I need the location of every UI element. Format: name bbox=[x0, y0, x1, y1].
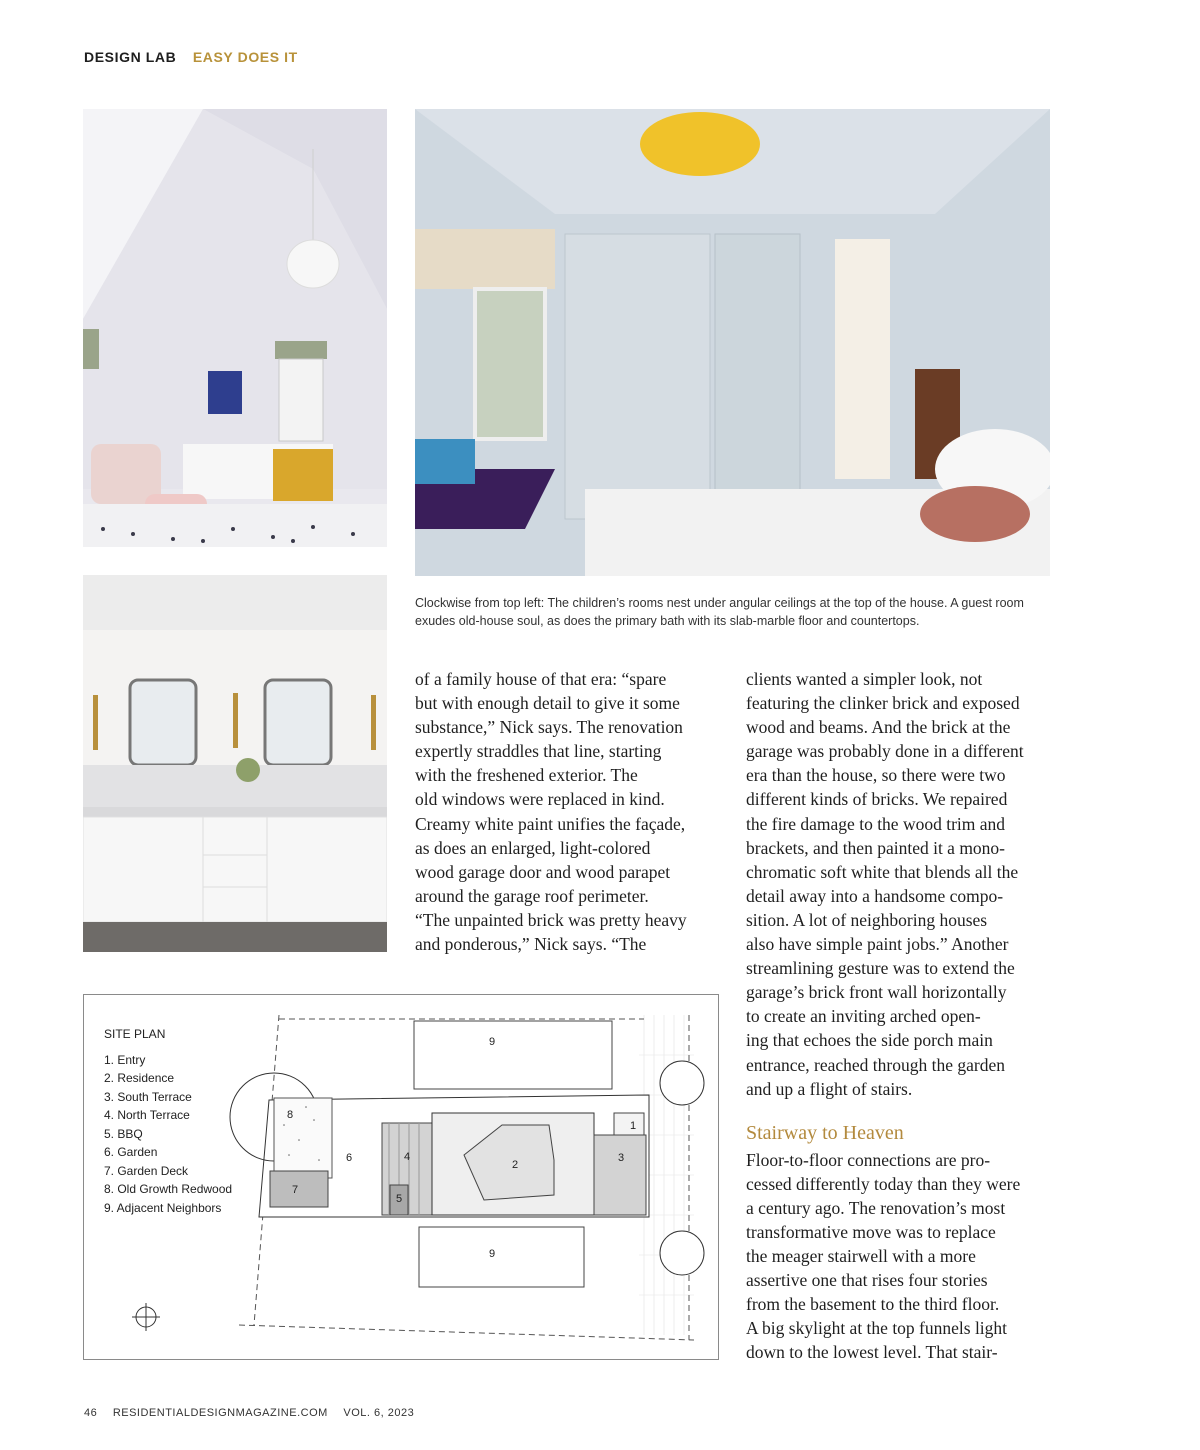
adjacent-neighbor-north bbox=[414, 1021, 612, 1089]
legend-item: 8. Old Growth Redwood bbox=[104, 1182, 233, 1196]
adjacent-neighbor-south bbox=[419, 1227, 584, 1287]
body-text-line: “The unpainted brick was pretty heavy bbox=[415, 909, 687, 930]
body-text-line: garage was probably done in a different bbox=[746, 741, 1024, 762]
map-label-4: 4 bbox=[404, 1151, 411, 1163]
body-text-line: substance,” Nick says. The renovation bbox=[415, 717, 683, 738]
garden-deck bbox=[270, 1171, 328, 1207]
body-text-line: the meager stairwell with a more bbox=[746, 1246, 976, 1267]
body-text-line: different kinds of bricks. We repaired bbox=[746, 789, 1008, 810]
body-text-line: detail away into a handsome compo- bbox=[746, 885, 1004, 906]
body-text-line: to create an inviting arched open- bbox=[746, 1006, 981, 1027]
body-text-line: of a family house of that era: “spare bbox=[415, 669, 667, 689]
photo-guest-room bbox=[415, 109, 1050, 576]
body-column-right bbox=[746, 667, 1056, 1365]
map-label-7: 7 bbox=[292, 1184, 299, 1196]
body-text-line: cessed differently today than they were bbox=[746, 1173, 1021, 1194]
entry bbox=[614, 1113, 644, 1135]
body-text-line: and up a flight of stairs. bbox=[746, 1078, 913, 1099]
map-label-1: 1 bbox=[630, 1120, 637, 1132]
body-text-line: wood garage door and wood parapet bbox=[415, 861, 671, 882]
body-text-line: era than the house, so there were two bbox=[746, 765, 1006, 786]
legend-item: 9. Adjacent Neighbors bbox=[104, 1200, 222, 1215]
legend-item: 3. South Terrace bbox=[104, 1089, 192, 1104]
body-text-line: expertly straddles that line, starting bbox=[415, 741, 662, 762]
body-text-line: clients wanted a simpler look, not bbox=[746, 669, 983, 689]
site-plan bbox=[83, 994, 719, 1360]
body-text-line: A big skylight at the top funnels light bbox=[746, 1318, 1008, 1339]
south-terrace bbox=[594, 1135, 646, 1215]
photo-caption: Clockwise from top left: The children’s rooms nest under angular ceilings at the top of the house. A guest room exudes old-house soul, as does the primary bath with its slab-marble floor and countertops. bbox=[415, 596, 1024, 628]
legend-item: 7. Garden Deck bbox=[104, 1163, 189, 1178]
body-text-line: brackets, and then painted it a mono- bbox=[746, 837, 1006, 858]
body-text-line: as does an enlarged, light-colored bbox=[415, 837, 651, 858]
legend-item: 4. North Terrace bbox=[104, 1108, 190, 1122]
body-text-line: Creamy white paint unifies the façade, bbox=[415, 813, 686, 834]
body-text-line: from the basement to the third floor. bbox=[746, 1294, 1000, 1315]
body-text-line: entrance, reached through the garden bbox=[746, 1054, 1005, 1075]
legend-item: 2. Residence bbox=[104, 1071, 175, 1085]
body-text-line: garage’s brick front wall horizontally bbox=[746, 982, 1007, 1003]
body-text-line: transformative move was to replace bbox=[746, 1221, 996, 1242]
body-text-line: a century ago. The renovation’s most bbox=[746, 1197, 1006, 1218]
page-header bbox=[84, 49, 298, 65]
site-plan-drawing bbox=[84, 995, 718, 1359]
body-column-left bbox=[415, 667, 720, 956]
issue-label: VOL. 6, 2023 bbox=[343, 1407, 415, 1419]
map-label-6: 6 bbox=[346, 1152, 353, 1164]
photo-primary-bath bbox=[83, 575, 387, 952]
body-text-line: and ponderous,” Nick says. “The bbox=[415, 934, 647, 955]
body-text-line: but with enough detail to give it some bbox=[415, 693, 680, 714]
legend-item: 6. Garden bbox=[104, 1145, 158, 1159]
body-text-line: wood and beams. And the brick at the bbox=[746, 717, 1011, 738]
map-label-9b: 9 bbox=[489, 1248, 496, 1260]
body-text-line: sition. A lot of neighboring houses bbox=[746, 909, 988, 930]
body-text-line: with the freshened exterior. The bbox=[415, 765, 638, 786]
kicker-label: EASY DOES IT bbox=[192, 49, 298, 65]
legend-item: 5. BBQ bbox=[104, 1126, 143, 1141]
map-label-3: 3 bbox=[618, 1152, 625, 1164]
map-label-2: 2 bbox=[512, 1159, 519, 1171]
north-arrow-icon bbox=[132, 1303, 160, 1331]
site-plan-title: SITE PLAN bbox=[104, 1027, 166, 1041]
body-text-line: around the garage roof perimeter. bbox=[415, 885, 649, 906]
map-label-9a: 9 bbox=[489, 1036, 496, 1048]
body-text-line: featuring the clinker brick and exposed bbox=[746, 693, 1020, 714]
body-text-line: also have simple paint jobs.” Another bbox=[746, 934, 1009, 955]
body-text-line: assertive one that rises four stories bbox=[746, 1270, 988, 1291]
subhead-stairway: Stairway to Heaven bbox=[746, 1121, 904, 1144]
body-text-line: the fire damage to the wood trim and bbox=[746, 813, 1006, 834]
legend-item: 1. Entry bbox=[104, 1052, 146, 1067]
body-text-line: streamlining gesture was to extend the bbox=[746, 958, 1015, 979]
body-text-line: Floor-to-floor connections are pro- bbox=[746, 1149, 991, 1170]
map-label-8: 8 bbox=[287, 1109, 294, 1121]
page-footer bbox=[84, 1407, 426, 1419]
body-text-line: chromatic soft white that blends all the bbox=[746, 861, 1019, 882]
map-label-5: 5 bbox=[396, 1193, 403, 1205]
page-number: 46 bbox=[84, 1407, 98, 1419]
site-url: RESIDENTIALDESIGNMAGAZINE.COM bbox=[112, 1407, 328, 1419]
photo-childrens-room bbox=[83, 109, 387, 547]
body-text-line: ing that echoes the side porch main bbox=[746, 1030, 993, 1051]
body-text-line: down to the lowest level. That stair- bbox=[746, 1342, 998, 1363]
section-label: DESIGN LAB bbox=[84, 49, 177, 65]
body-text-line: old windows were replaced in kind. bbox=[415, 789, 665, 810]
